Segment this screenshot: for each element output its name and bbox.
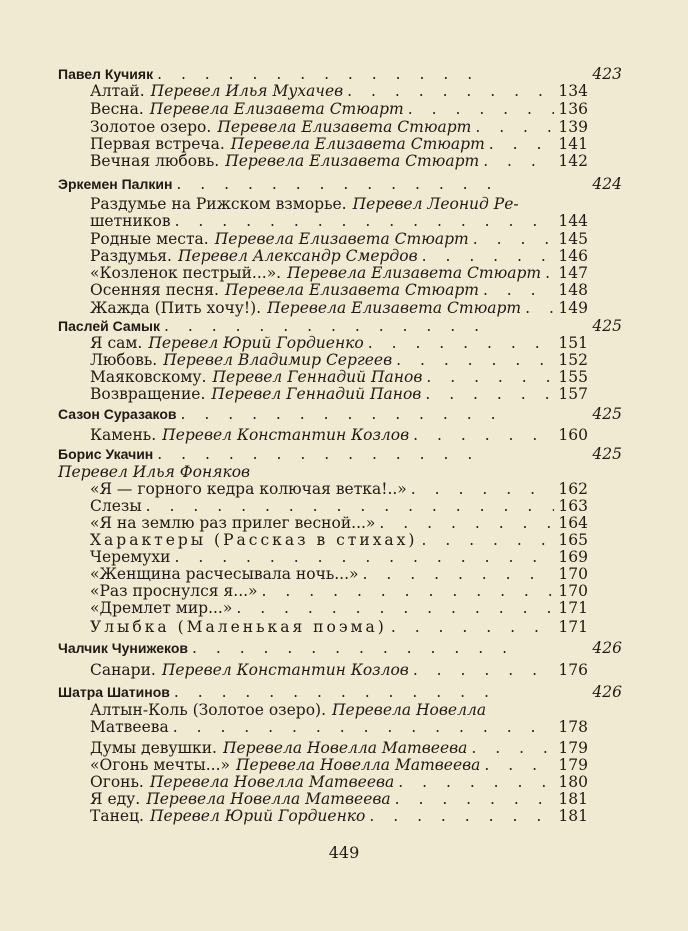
toc-entry-row: [90, 300, 588, 317]
entry-title: Весна.: [90, 100, 144, 118]
entry-page: 141: [558, 135, 588, 153]
leader-dots: [395, 791, 555, 808]
entry-page: 142: [558, 152, 588, 170]
leader-dots: [157, 66, 487, 83]
entry-title: Осенняя песня.: [90, 281, 219, 299]
toc-entry-row: [90, 196, 588, 213]
toc-entry-row: [90, 808, 588, 825]
entry-translator: Перевел Геннадий Панов: [212, 368, 423, 386]
author-name: Борис Укачин: [58, 446, 154, 462]
entry-translator: Перевела Елизавета Стюарт: [225, 152, 480, 170]
entry-translator: Перевел Юрий Гордиенко: [148, 334, 364, 352]
leader-dots: [146, 498, 555, 515]
leader-dots: [471, 740, 554, 757]
entry-page: 144: [558, 212, 588, 230]
leader-dots: [489, 136, 555, 153]
entry-page: 136: [558, 100, 588, 118]
toc-author-row: [58, 176, 622, 193]
leader-dots: [398, 774, 554, 791]
leader-dots: [483, 282, 554, 299]
leader-dots: [408, 101, 555, 118]
entry-title: «Я — горного кедра колючая ветка!..»: [90, 480, 407, 498]
entry-title: «Огонь мечты...»: [90, 756, 230, 774]
author-page: 425: [592, 445, 622, 463]
translator-subhead: Перевел Илья Фоняков: [58, 463, 251, 481]
entry-page: 171: [558, 599, 588, 617]
entry-title: Камень.: [90, 426, 157, 444]
entry-translator: Перевела Елизавета Стюарт: [230, 135, 485, 153]
entry-title: «Раз проснулся я...»: [90, 582, 258, 600]
entry-page: 170: [558, 565, 588, 583]
entry-title: Огонь.: [90, 773, 144, 791]
entry-title: Я еду.: [90, 790, 141, 808]
leader-dots: [483, 153, 554, 170]
entry-title: Любовь.: [90, 351, 158, 369]
entry-page: 178: [558, 718, 588, 736]
leader-dots: [475, 119, 554, 136]
toc-entry-row: [90, 774, 588, 791]
entry-page: 163: [558, 497, 588, 515]
entry-title: Слезы: [90, 497, 142, 515]
entry-page: 181: [558, 790, 588, 808]
entry-title: Алтын-Коль (Золотое озеро).: [90, 701, 327, 719]
leader-dots: [422, 248, 555, 265]
entry-page: 149: [558, 299, 588, 317]
entry-title: «Козленок пестрый...».: [90, 264, 282, 282]
entry-page: 147: [558, 264, 588, 282]
leader-dots: [164, 318, 494, 335]
entry-title: Раздумье на Рижском взморье.: [90, 195, 347, 213]
leader-dots: [396, 352, 554, 369]
entry-title: Черемухи: [90, 548, 171, 566]
entry-page: 145: [558, 230, 588, 248]
author-name: Сазон Суразаков: [58, 406, 177, 422]
entry-page: 171: [558, 618, 588, 636]
toc-entry-row: [90, 136, 588, 153]
toc-entry-row: [90, 386, 588, 403]
leader-dots: [236, 600, 554, 617]
entry-page: 180: [558, 773, 588, 791]
toc-entry-row: [90, 369, 588, 386]
entry-title: Жажда (Пить хочу!).: [90, 299, 262, 317]
entry-translator-continued: шетников: [90, 212, 171, 230]
author-page: 426: [592, 683, 622, 701]
entry-translator: Перевела Новелла Матвеева: [222, 739, 468, 757]
toc-entry-row: [90, 153, 588, 170]
entry-page: 148: [558, 281, 588, 299]
entry-page: 139: [558, 118, 588, 136]
leader-dots: [413, 427, 554, 444]
toc-entry-row: [90, 83, 588, 100]
toc-author-row: [58, 66, 622, 83]
entry-translator: Перевел Юрий Гордиенко: [149, 807, 366, 825]
leader-dots: [525, 300, 554, 317]
entry-translator-continued: Матвеева: [90, 718, 169, 736]
toc-entry-row: [90, 119, 588, 136]
leader-dots: [176, 176, 506, 193]
leader-dots: [421, 532, 554, 549]
leader-dots: [484, 757, 554, 774]
entry-page: 155: [558, 368, 588, 386]
entry-title: Думы девушки.: [90, 739, 217, 757]
toc-entry-row: [90, 231, 588, 248]
leader-dots: [368, 335, 555, 352]
toc-entry-row: [90, 619, 588, 636]
author-name: Шатра Шатинов: [58, 684, 170, 700]
entry-title: Вечная любовь.: [90, 152, 220, 170]
entry-page: 169: [558, 548, 588, 566]
leader-dots: [175, 549, 555, 566]
entry-translator: Перевела Елизавета Стюарт: [217, 118, 472, 136]
toc-entry-row: [90, 583, 588, 600]
toc-entry-row: [90, 515, 588, 532]
toc-entry-row: [90, 352, 588, 369]
leader-dots: [173, 719, 555, 736]
entry-page: 157: [558, 385, 588, 403]
leader-dots: [181, 406, 511, 423]
toc-entry-row: [90, 498, 588, 515]
leader-dots: [411, 481, 555, 498]
toc-entry-row: [90, 481, 588, 498]
entry-title: Возвращение.: [90, 385, 206, 403]
leader-dots: [369, 808, 554, 825]
author-page: 424: [592, 175, 622, 193]
entry-title: Характеры (Рассказ в стихах): [90, 531, 418, 549]
author-name: Павел Кучияк: [58, 66, 154, 82]
entry-title: «Я на землю раз прилег весной...»: [90, 514, 376, 532]
entry-title: Родные места.: [90, 230, 209, 248]
entry-page: 152: [558, 351, 588, 369]
toc-entry-row: [90, 213, 588, 230]
toc-entry-row: [90, 532, 588, 549]
entry-page: 165: [558, 531, 588, 549]
entry-page: 151: [558, 334, 588, 352]
entry-translator: Перевел Леонид Ре-: [352, 195, 519, 213]
entry-translator: Перевела Новелла Матвеева: [236, 756, 481, 774]
toc-author-row: [58, 318, 622, 335]
entry-page: 162: [558, 480, 588, 498]
entry-translator: Перевела Новелла Матвеева: [149, 773, 395, 791]
leader-dots: [425, 386, 554, 403]
leader-dots: [545, 265, 554, 282]
toc-author-row: [58, 446, 622, 463]
entry-translator: Перевела Елизавета Стюарт: [149, 100, 404, 118]
entry-page: 160: [558, 426, 588, 444]
author-name: Чалчик Чунижеков: [58, 640, 188, 656]
entry-page: 176: [558, 661, 588, 679]
leader-dots: [473, 231, 555, 248]
entry-translator: Перевела Елизавета Стюарт: [214, 230, 469, 248]
leader-dots: [347, 83, 554, 100]
entry-translator: Перевел Константин Козлов: [161, 661, 409, 679]
toc-entry-row: [90, 662, 588, 679]
author-page: 425: [592, 405, 622, 423]
entry-page: 146: [558, 247, 588, 265]
entry-page: 170: [558, 582, 588, 600]
toc-entry-row: [90, 600, 588, 617]
entry-title: Я сам.: [90, 334, 143, 352]
toc-entry-row: [90, 719, 588, 736]
author-name: Эркемен Палкин: [58, 176, 173, 192]
entry-title: Золотое озеро.: [90, 118, 212, 136]
entry-title: Улыбка (Маленькая поэма): [90, 618, 387, 636]
entry-translator: Перевел Владимир Сергеев: [163, 351, 393, 369]
toc-entry-row: [90, 791, 588, 808]
leader-dots: [157, 446, 487, 463]
leader-dots: [426, 369, 554, 386]
toc-entry-row: [90, 757, 588, 774]
leader-dots: [413, 662, 555, 679]
entry-title: Раздумья.: [90, 247, 172, 265]
entry-title: Первая встреча.: [90, 135, 225, 153]
toc-entry-row: [90, 427, 588, 444]
toc-author-row: [58, 640, 622, 657]
entry-title: Алтай.: [90, 82, 145, 100]
author-name: Паслей Самык: [58, 318, 161, 334]
entry-page: 164: [558, 514, 588, 532]
entry-page: 181: [558, 807, 588, 825]
toc-author-row: [58, 406, 622, 423]
toc-entry-row: [90, 549, 588, 566]
toc-entry-row: [90, 335, 588, 352]
toc-subhead: [58, 464, 250, 481]
leader-dots: [174, 684, 504, 701]
entry-translator: Перевел Константин Козлов: [162, 426, 410, 444]
toc-entry-row: [90, 740, 588, 757]
entry-page: 179: [558, 756, 588, 774]
leader-dots: [192, 640, 522, 657]
toc-entry-row: [90, 248, 588, 265]
page-number: 449: [328, 843, 360, 862]
entry-translator: Перевела Елизавета Стюарт: [224, 281, 479, 299]
toc-entry-row: [90, 282, 588, 299]
entry-page: 179: [558, 739, 588, 757]
entry-translator: Перевела Елизавета Стюарт: [267, 299, 522, 317]
toc-entry-row: [90, 101, 588, 118]
entry-translator: Перевела Елизавета Стюарт: [287, 264, 542, 282]
entry-translator: Перевела Новелла Матвеева: [146, 790, 391, 808]
toc-entry-row: [90, 566, 588, 583]
leader-dots: [363, 566, 555, 583]
entry-page: 134: [558, 82, 588, 100]
entry-translator: Перевел Илья Мухачев: [150, 82, 344, 100]
entry-translator: Перевела Новелла: [332, 701, 487, 719]
entry-title: «Дремлет мир...»: [90, 599, 233, 617]
entry-title: Маяковскому.: [90, 368, 207, 386]
author-page: 423: [592, 65, 622, 83]
leader-dots: [175, 213, 555, 230]
entry-translator: Перевел Геннадий Панов: [211, 385, 422, 403]
leader-dots: [262, 583, 555, 600]
entry-translator: Перевел Александр Смердов: [178, 247, 418, 265]
leader-dots: [379, 515, 554, 532]
entry-title: «Женщина расчесывала ночь...»: [90, 565, 359, 583]
author-page: 426: [592, 639, 622, 657]
author-page: 425: [592, 317, 622, 335]
toc-author-row: [58, 684, 622, 701]
entry-title: Санари.: [90, 661, 156, 679]
toc-entry-row: [90, 265, 588, 282]
entry-title: Танец.: [90, 807, 144, 825]
toc-entry-row: [90, 702, 588, 719]
leader-dots: [391, 619, 555, 636]
